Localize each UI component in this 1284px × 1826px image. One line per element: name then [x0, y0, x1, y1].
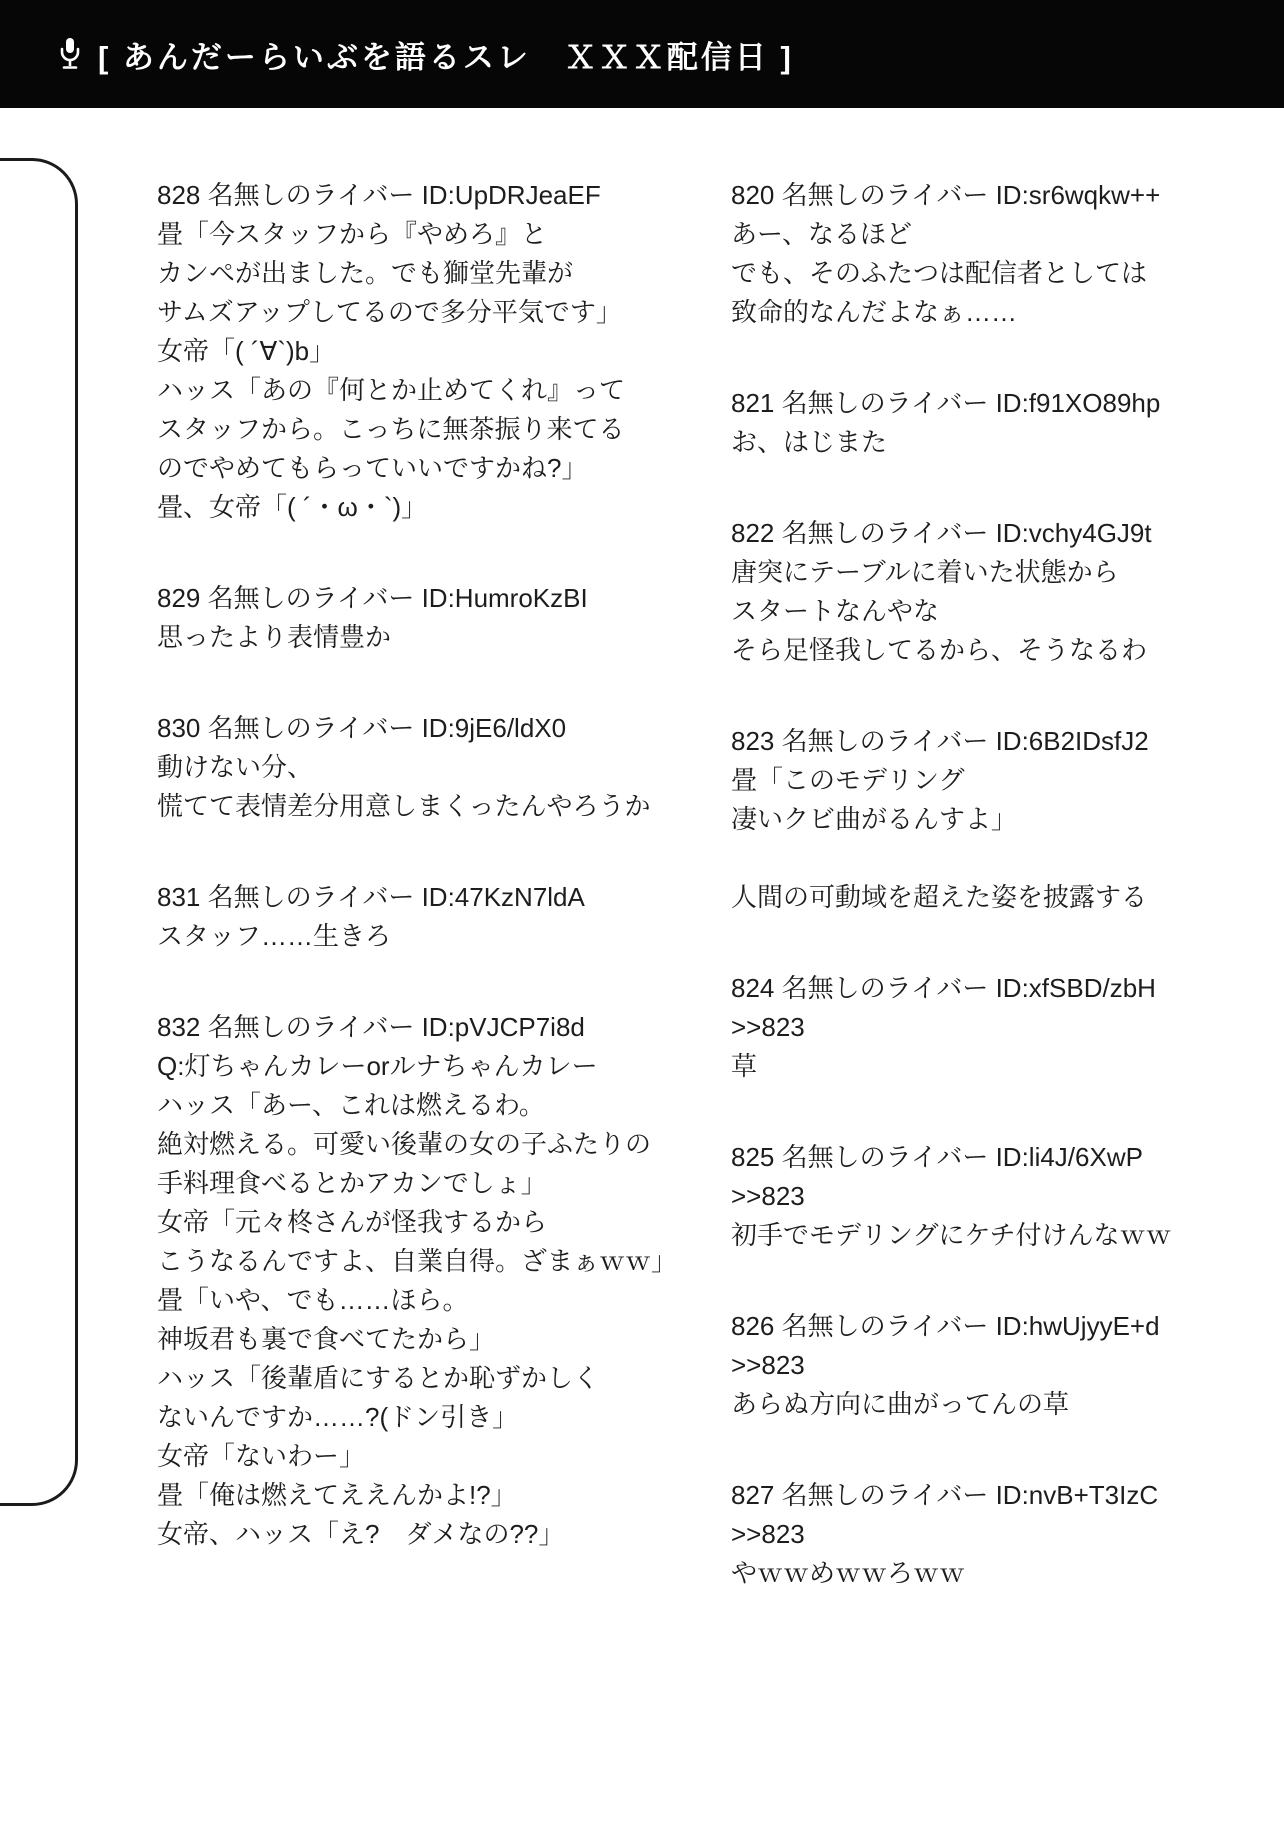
- post-line: 唐突にテーブルに着いた状態から: [731, 557, 1119, 587]
- post: [731, 1307, 1231, 1424]
- post: [731, 176, 1231, 332]
- post-line: 畳、女帝「( ´・ω・`)」: [157, 492, 428, 522]
- post-line: のでやめてもらっていいですかね?」: [157, 453, 588, 483]
- post-id: ID:sr6wqkw++: [995, 180, 1161, 210]
- post-number: 821: [731, 388, 775, 418]
- post-header: [731, 969, 1231, 1008]
- post-line: お、はじまた: [731, 427, 888, 457]
- post-reply-anchor: >>823: [731, 1012, 805, 1042]
- post-id: ID:xfSBD/zbH: [995, 973, 1156, 1003]
- post-line: 女帝「元々柊さんが怪我するから: [157, 1207, 548, 1237]
- post-author-name: 名無しのライバー: [781, 726, 989, 756]
- post-line: ハッス「後輩盾にするとか恥ずかしく: [157, 1363, 600, 1393]
- post-number: 828: [157, 180, 201, 210]
- post-author-name: 名無しのライバー: [781, 973, 989, 1003]
- post: [157, 1008, 697, 1554]
- post-line: [731, 839, 1231, 878]
- post-number: 832: [157, 1012, 201, 1042]
- post: [157, 176, 697, 527]
- post-id: ID:6B2IDsfJ2: [995, 726, 1149, 756]
- post-line: 草: [731, 1051, 758, 1081]
- post-number: 822: [731, 518, 775, 548]
- post-line: 絶対燃える。可愛い後輩の女の子ふたりの: [157, 1129, 652, 1159]
- post-author-name: 名無しのライバー: [207, 1012, 415, 1042]
- post-header: [157, 176, 697, 215]
- post-header: [731, 1307, 1231, 1346]
- post-id: ID:nvB+T3IzC: [995, 1480, 1159, 1510]
- post-line: 畳「俺は燃えてええんかよ!?」: [157, 1480, 517, 1510]
- post-header: [731, 514, 1231, 553]
- post-author-name: 名無しのライバー: [207, 180, 415, 210]
- thread-titlebar: [0, 0, 1284, 108]
- post-line: 畳「いや、でも……ほら。: [157, 1285, 469, 1315]
- post-header: [731, 1138, 1231, 1177]
- post-header: [731, 722, 1231, 761]
- post-number: 829: [157, 583, 201, 613]
- post-line: ハッス「あの『何とか止めてくれ』って: [157, 375, 626, 405]
- thread-column-right: [731, 176, 1231, 1645]
- post-line: 女帝「ないわー」: [157, 1441, 366, 1471]
- post-number: 825: [731, 1142, 775, 1172]
- post: [731, 722, 1231, 917]
- post: [157, 709, 697, 826]
- post-line: こうなるんですよ、自業自得。ざまぁｗｗ」: [157, 1246, 678, 1276]
- post-line: 慌てて表情差分用意しまくったんやろうか: [157, 791, 651, 821]
- post: [731, 969, 1231, 1086]
- post-line: 女帝「( ´∀`)b」: [157, 336, 336, 366]
- post-line: Q:灯ちゃんカレーorルナちゃんカレー: [157, 1051, 598, 1081]
- post-author-name: 名無しのライバー: [781, 388, 989, 418]
- post-author-name: 名無しのライバー: [207, 882, 415, 912]
- post-line: 手料理食べるとかアカンでしょ」: [157, 1168, 547, 1198]
- post-id: ID:pVJCP7i8d: [421, 1012, 585, 1042]
- post-id: ID:f91XO89hp: [995, 388, 1161, 418]
- post-line: 致命的なんだよなぁ……: [731, 297, 1018, 327]
- microphone-icon: [58, 36, 82, 72]
- post: [731, 384, 1231, 462]
- post-id: ID:hwUjyyE+d: [995, 1311, 1160, 1341]
- post-line: 思ったより表情豊か: [157, 622, 392, 652]
- post-header: [157, 878, 697, 917]
- post-number: 824: [731, 973, 775, 1003]
- post-line: スタッフから。こっちに無茶振り来てる: [157, 414, 625, 444]
- post-line: でも、そのふたつは配信者としては: [731, 258, 1148, 288]
- post-author-name: 名無しのライバー: [207, 583, 415, 613]
- post-line: あらぬ方向に曲がってんの草: [731, 1389, 1070, 1419]
- post-line: 女帝、ハッス「え? ダメなの??」: [157, 1519, 565, 1549]
- post-header: [731, 384, 1231, 423]
- post-id: ID:li4J/6XwP: [995, 1142, 1143, 1172]
- post-author-name: 名無しのライバー: [781, 1142, 989, 1172]
- post-number: 827: [731, 1480, 775, 1510]
- post-line: 人間の可動域を超えた姿を披露する: [731, 882, 1148, 912]
- post: [731, 1138, 1231, 1255]
- post-line: 畳「このモデリング: [731, 765, 965, 795]
- post-line: スタートなんやな: [731, 596, 940, 626]
- post-author-name: 名無しのライバー: [781, 1480, 989, 1510]
- post-line: ないんですか……?(ドン引き」: [157, 1402, 519, 1432]
- post-line: カンペが出ました。でも獅堂先輩が: [157, 258, 574, 288]
- post-line: ハッス「あー、これは燃えるわ。: [157, 1090, 545, 1120]
- post: [157, 579, 697, 657]
- post-author-name: 名無しのライバー: [781, 180, 989, 210]
- post-author-name: 名無しのライバー: [781, 1311, 989, 1341]
- post-number: 826: [731, 1311, 775, 1341]
- post-number: 831: [157, 882, 201, 912]
- post-line: やｗｗめｗｗろｗｗ: [731, 1558, 966, 1588]
- post-id: ID:9jE6/ldX0: [421, 713, 567, 743]
- post-line: スタッフ……生きろ: [157, 921, 392, 951]
- post-header: [731, 176, 1231, 215]
- post-line: あー、なるほど: [731, 219, 912, 249]
- post-author-name: 名無しのライバー: [781, 518, 989, 548]
- post-number: 820: [731, 180, 775, 210]
- post: [731, 1476, 1231, 1593]
- thread-title: [ あんだーらいぶを語るスレ ＸＸＸ配信日 ]: [98, 39, 794, 75]
- post-author-name: 名無しのライバー: [207, 713, 415, 743]
- post-header: [157, 579, 697, 618]
- post-line: サムズアップしてるので多分平気です」: [157, 297, 622, 327]
- post-line: 神坂君も裏で食べてたから」: [157, 1324, 496, 1354]
- post-line: 初手でモデリングにケチ付けんなｗｗ: [731, 1220, 1172, 1250]
- post-id: ID:UpDRJeaEF: [421, 180, 601, 210]
- post-id: ID:47KzN7ldA: [421, 882, 585, 912]
- post-header: [157, 709, 697, 748]
- post-line: 畳「今スタッフから『やめろ』と: [157, 219, 548, 249]
- post-line: 動けない分、: [157, 752, 314, 782]
- post-reply-anchor: >>823: [731, 1350, 805, 1380]
- post-header: [731, 1476, 1231, 1515]
- post-header: [157, 1008, 697, 1047]
- page-frame-border: [0, 158, 78, 1506]
- thread-column-left: [157, 176, 697, 1606]
- post-reply-anchor: >>823: [731, 1181, 805, 1211]
- post-number: 830: [157, 713, 201, 743]
- post-line: そら足怪我してるから、そうなるわ: [731, 635, 1148, 665]
- post-line: 凄いクビ曲がるんすよ」: [731, 804, 1018, 834]
- post-id: ID:HumroKzBI: [421, 583, 588, 613]
- post: [731, 514, 1231, 670]
- post-number: 823: [731, 726, 775, 756]
- post-reply-anchor: >>823: [731, 1519, 805, 1549]
- post: [157, 878, 697, 956]
- post-id: ID:vchy4GJ9t: [995, 518, 1152, 548]
